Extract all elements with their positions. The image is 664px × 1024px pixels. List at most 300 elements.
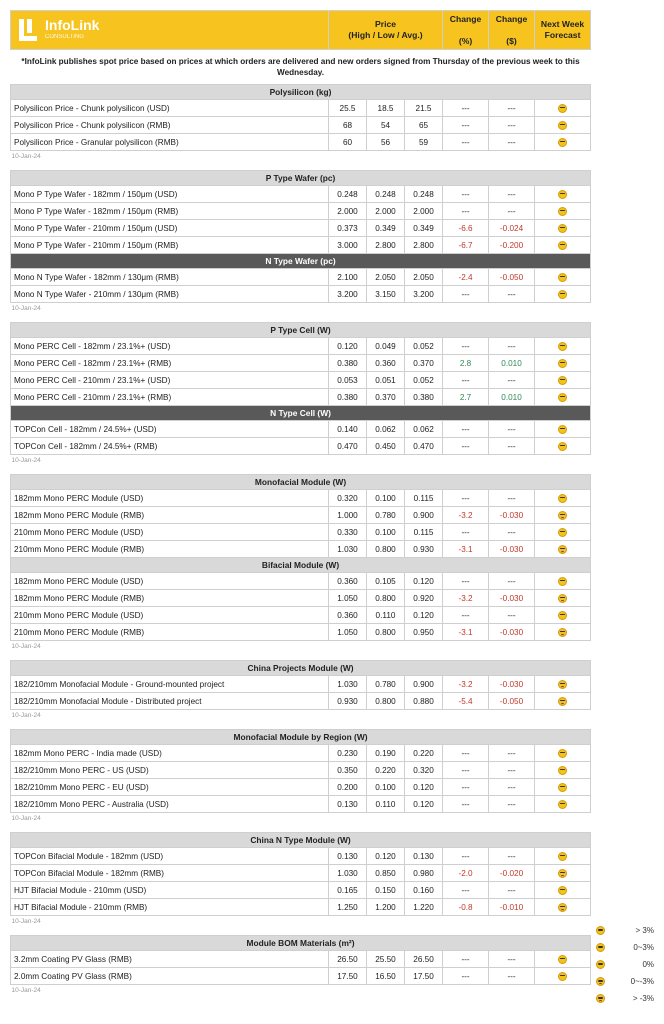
price-high: 1.030 [329, 676, 367, 693]
forecast-cell [535, 607, 591, 624]
change-pct: -0.8 [443, 899, 489, 916]
section-spacer [11, 162, 591, 171]
forecast-column-header: Next Week Forecast [535, 11, 591, 50]
change-pct: --- [443, 134, 489, 151]
change-pct: -3.2 [443, 676, 489, 693]
forecast-cell [535, 796, 591, 813]
legend-item [596, 922, 660, 939]
neutral-face-icon [558, 376, 567, 385]
price-low: 0.100 [367, 779, 405, 796]
section-header-row [11, 254, 591, 269]
neutral-face-icon [558, 425, 567, 434]
forecast-cell [535, 507, 591, 524]
change-usd: --- [489, 524, 535, 541]
price-high: 0.130 [329, 848, 367, 865]
change-usd: --- [489, 882, 535, 899]
product-label: TOPCon Cell - 182mm / 24.5%+ (USD) [11, 421, 329, 438]
price-high: 2.100 [329, 269, 367, 286]
price-low: 16.50 [367, 968, 405, 985]
change-usd: --- [489, 134, 535, 151]
change-pct: 2.7 [443, 389, 489, 406]
section-header-row [11, 558, 591, 573]
price-avg: 1.220 [405, 899, 443, 916]
price-avg: 0.220 [405, 745, 443, 762]
neutral-face-icon [558, 393, 567, 402]
change-usd: -0.030 [489, 507, 535, 524]
neutral-face-icon [558, 104, 567, 113]
forecast-cell [535, 186, 591, 203]
price-avg: 0.115 [405, 490, 443, 507]
neutral-face-icon [558, 359, 567, 368]
sad-face-icon [558, 511, 567, 520]
table-row [11, 490, 591, 507]
change-usd: --- [489, 573, 535, 590]
legend-item [596, 956, 660, 973]
change-usd: --- [489, 186, 535, 203]
change-usd: --- [489, 607, 535, 624]
change-usd: --- [489, 779, 535, 796]
section-title: China N Type Module (W) [11, 833, 591, 848]
price-avg: 0.062 [405, 421, 443, 438]
neutral-face-icon [558, 273, 567, 282]
table-row [11, 438, 591, 455]
section-spacer [11, 721, 591, 730]
price-high: 3.200 [329, 286, 367, 303]
change-pct-column-header: Change (%) [443, 11, 489, 50]
change-usd: -0.050 [489, 693, 535, 710]
table-row [11, 524, 591, 541]
price-low: 0.780 [367, 507, 405, 524]
price-avg: 65 [405, 117, 443, 134]
table-row [11, 693, 591, 710]
price-avg: 59 [405, 134, 443, 151]
table-row [11, 865, 591, 882]
product-label: TOPCon Cell - 182mm / 24.5%+ (RMB) [11, 438, 329, 455]
product-label: HJT Bifacial Module - 210mm (RMB) [11, 899, 329, 916]
change-usd: --- [489, 745, 535, 762]
change-pct: --- [443, 745, 489, 762]
disclaimer-text: *InfoLink publishes spot price based on prices at which orders are delivered and new orders signed from Thursday of the previous week to this Wednesday. [11, 50, 591, 85]
product-label: 182/210mm Mono PERC - Australia (USD) [11, 796, 329, 813]
legend-label: 0% [642, 960, 654, 969]
price-low: 0.800 [367, 541, 405, 558]
change-usd: -0.200 [489, 237, 535, 254]
product-label: 182mm Mono PERC Module (USD) [11, 490, 329, 507]
forecast-cell [535, 220, 591, 237]
change-pct: --- [443, 848, 489, 865]
forecast-cell [535, 421, 591, 438]
product-label: 182mm Mono PERC Module (USD) [11, 573, 329, 590]
price-high: 0.230 [329, 745, 367, 762]
price-high: 1.050 [329, 624, 367, 641]
change-usd: --- [489, 762, 535, 779]
product-label: 182mm Mono PERC Module (RMB) [11, 507, 329, 524]
date-row [11, 710, 591, 722]
sad-face-icon [558, 680, 567, 689]
section-title: N Type Cell (W) [11, 406, 591, 421]
price-avg: 2.000 [405, 203, 443, 220]
price-avg: 0.120 [405, 796, 443, 813]
table-row [11, 607, 591, 624]
infolink-logo-icon [17, 17, 39, 43]
price-low: 0.110 [367, 796, 405, 813]
product-label: Polysilicon Price - Chunk polysilicon (RMB) [11, 117, 329, 134]
forecast-cell [535, 865, 591, 882]
forecast-cell [535, 438, 591, 455]
forecast-legend [596, 922, 660, 1007]
price-low: 0.150 [367, 882, 405, 899]
product-label: 210mm Mono PERC Module (USD) [11, 607, 329, 624]
forecast-cell [535, 848, 591, 865]
table-row [11, 186, 591, 203]
product-label: Mono PERC Cell - 210mm / 23.1%+ (RMB) [11, 389, 329, 406]
forecast-cell [535, 882, 591, 899]
forecast-cell [535, 269, 591, 286]
legend-label: > -3% [632, 994, 654, 1003]
spacer-cell [11, 927, 591, 936]
price-column-header: Price (High / Low / Avg.) [329, 11, 443, 50]
price-high: 68 [329, 117, 367, 134]
product-label: 3.2mm Coating PV Glass (RMB) [11, 951, 329, 968]
product-label: Mono N Type Wafer - 182mm / 130μm (RMB) [11, 269, 329, 286]
sad-face-icon [558, 869, 567, 878]
change-usd: -0.024 [489, 220, 535, 237]
forecast-cell [535, 372, 591, 389]
price-avg: 0.930 [405, 541, 443, 558]
change-usd: 0.010 [489, 389, 535, 406]
price-low: 0.360 [367, 355, 405, 372]
section-title: P Type Cell (W) [11, 323, 591, 338]
price-high: 0.130 [329, 796, 367, 813]
price-avg: 0.052 [405, 372, 443, 389]
table-row [11, 882, 591, 899]
change-pct: --- [443, 421, 489, 438]
product-label: Polysilicon Price - Chunk polysilicon (USD) [11, 100, 329, 117]
table-row [11, 590, 591, 607]
disclaimer-row [11, 50, 591, 85]
section-header-row [11, 833, 591, 848]
table-row [11, 117, 591, 134]
neutral-face-icon [558, 528, 567, 537]
date-row [11, 985, 591, 997]
section-title: P Type Wafer (pc) [11, 171, 591, 186]
date-stamp: 10-Jan-24 [11, 815, 41, 822]
spacer-cell [11, 162, 591, 171]
spacer-cell [11, 466, 591, 475]
change-usd: --- [489, 490, 535, 507]
price-avg: 17.50 [405, 968, 443, 985]
price-low: 0.370 [367, 389, 405, 406]
price-low: 0.100 [367, 524, 405, 541]
product-label: 2.0mm Coating PV Glass (RMB) [11, 968, 329, 985]
price-low: 0.800 [367, 590, 405, 607]
spacer-cell [11, 721, 591, 730]
sad-face-icon [558, 903, 567, 912]
price-avg: 0.120 [405, 573, 443, 590]
section-title: Bifacial Module (W) [11, 558, 591, 573]
price-high: 1.050 [329, 590, 367, 607]
section-spacer [11, 927, 591, 936]
section-header-row [11, 936, 591, 951]
price-avg: 0.052 [405, 338, 443, 355]
section-title: N Type Wafer (pc) [11, 254, 591, 269]
price-high: 0.373 [329, 220, 367, 237]
table-row [11, 372, 591, 389]
price-avg: 0.920 [405, 590, 443, 607]
table-row [11, 762, 591, 779]
date-stamp: 10-Jan-24 [11, 987, 41, 994]
price-low: 3.150 [367, 286, 405, 303]
price-low: 0.349 [367, 220, 405, 237]
neutral-face-icon [558, 577, 567, 586]
table-row [11, 968, 591, 985]
price-high: 0.330 [329, 524, 367, 541]
product-label: 182/210mm Mono PERC - EU (USD) [11, 779, 329, 796]
section-title: China Projects Module (W) [11, 661, 591, 676]
forecast-cell [535, 590, 591, 607]
crying-face-icon [596, 994, 605, 1003]
change-usd: --- [489, 848, 535, 865]
table-row [11, 237, 591, 254]
brand-name: InfoLink [45, 16, 100, 33]
date-stamp: 10-Jan-24 [11, 153, 41, 160]
price-high: 26.50 [329, 951, 367, 968]
section-header-row [11, 661, 591, 676]
price-high: 0.360 [329, 573, 367, 590]
change-usd: --- [489, 203, 535, 220]
section-header-row [11, 171, 591, 186]
price-high: 0.470 [329, 438, 367, 455]
product-label: 182/210mm Monofacial Module - Ground-mounted project [11, 676, 329, 693]
price-low: 2.000 [367, 203, 405, 220]
table-row [11, 676, 591, 693]
change-usd: -0.030 [489, 590, 535, 607]
table-row [11, 338, 591, 355]
price-high: 0.930 [329, 693, 367, 710]
price-avg: 26.50 [405, 951, 443, 968]
price-avg: 2.050 [405, 269, 443, 286]
date-row [11, 641, 591, 653]
price-low: 25.50 [367, 951, 405, 968]
forecast-cell [535, 490, 591, 507]
price-high: 1.030 [329, 541, 367, 558]
date-stamp: 10-Jan-24 [11, 457, 41, 464]
change-usd: --- [489, 421, 535, 438]
price-high: 0.120 [329, 338, 367, 355]
change-usd: --- [489, 338, 535, 355]
change-pct: -2.4 [443, 269, 489, 286]
product-label: Mono PERC Cell - 210mm / 23.1%+ (USD) [11, 372, 329, 389]
price-avg: 21.5 [405, 100, 443, 117]
price-high: 1.030 [329, 865, 367, 882]
product-label: 182/210mm Monofacial Module - Distributed project [11, 693, 329, 710]
date-row [11, 151, 591, 163]
product-label: 182mm Mono PERC Module (RMB) [11, 590, 329, 607]
section-title: Monofacial Module (W) [11, 475, 591, 490]
spacer-cell [11, 314, 591, 323]
date-stamp: 10-Jan-24 [11, 643, 41, 650]
forecast-cell [535, 573, 591, 590]
product-label: 182/210mm Mono PERC - US (USD) [11, 762, 329, 779]
change-usd: --- [489, 372, 535, 389]
forecast-cell [535, 951, 591, 968]
price-avg: 0.880 [405, 693, 443, 710]
table-row [11, 286, 591, 303]
legend-item [596, 990, 660, 1007]
section-spacer [11, 466, 591, 475]
forecast-cell [535, 286, 591, 303]
change-pct: -3.2 [443, 507, 489, 524]
change-pct: -3.2 [443, 590, 489, 607]
change-usd: -0.030 [489, 624, 535, 641]
price-low: 0.105 [367, 573, 405, 590]
section-title: Module BOM Materials (m²) [11, 936, 591, 951]
change-pct: --- [443, 286, 489, 303]
section-header-row [11, 406, 591, 421]
legend-item [596, 973, 660, 990]
table-row [11, 389, 591, 406]
change-usd: -0.030 [489, 676, 535, 693]
section-header-row [11, 730, 591, 745]
price-table [10, 10, 591, 996]
neutral-face-icon [558, 207, 567, 216]
price-high: 0.053 [329, 372, 367, 389]
product-label: TOPCon Bifacial Module - 182mm (RMB) [11, 865, 329, 882]
price-low: 2.800 [367, 237, 405, 254]
change-usd: --- [489, 968, 535, 985]
forecast-cell [535, 355, 591, 372]
change-usd: -0.010 [489, 899, 535, 916]
price-low: 0.100 [367, 490, 405, 507]
price-high: 0.320 [329, 490, 367, 507]
table-row [11, 134, 591, 151]
forecast-cell [535, 524, 591, 541]
price-low: 0.049 [367, 338, 405, 355]
price-high: 0.140 [329, 421, 367, 438]
price-low: 0.450 [367, 438, 405, 455]
section-spacer [11, 314, 591, 323]
change-pct: -3.1 [443, 541, 489, 558]
table-row [11, 624, 591, 641]
forecast-cell [535, 541, 591, 558]
price-avg: 0.370 [405, 355, 443, 372]
price-avg: 0.980 [405, 865, 443, 882]
neutral-face-icon [558, 121, 567, 130]
neutral-face-icon [558, 241, 567, 250]
change-usd: 0.010 [489, 355, 535, 372]
smile-face-icon [596, 943, 605, 952]
product-label: 210mm Mono PERC Module (RMB) [11, 624, 329, 641]
forecast-cell [535, 745, 591, 762]
price-high: 0.380 [329, 389, 367, 406]
change-pct: --- [443, 338, 489, 355]
price-avg: 0.115 [405, 524, 443, 541]
table-row [11, 899, 591, 916]
price-avg: 0.160 [405, 882, 443, 899]
change-usd: --- [489, 438, 535, 455]
neutral-face-icon [596, 960, 605, 969]
neutral-face-icon [558, 749, 567, 758]
product-label: 210mm Mono PERC Module (RMB) [11, 541, 329, 558]
date-row [11, 813, 591, 825]
price-avg: 3.200 [405, 286, 443, 303]
product-label: Mono PERC Cell - 182mm / 23.1%+ (RMB) [11, 355, 329, 372]
forecast-cell [535, 676, 591, 693]
change-pct: --- [443, 796, 489, 813]
neutral-face-icon [558, 972, 567, 981]
change-pct: --- [443, 573, 489, 590]
product-label: 210mm Mono PERC Module (USD) [11, 524, 329, 541]
price-low: 18.5 [367, 100, 405, 117]
price-avg: 0.248 [405, 186, 443, 203]
change-pct: --- [443, 524, 489, 541]
change-usd: --- [489, 796, 535, 813]
section-header-row [11, 323, 591, 338]
change-pct: -5.4 [443, 693, 489, 710]
section-spacer [11, 652, 591, 661]
table-row [11, 573, 591, 590]
table-row [11, 220, 591, 237]
price-low: 0.248 [367, 186, 405, 203]
forecast-cell [535, 100, 591, 117]
product-label: Mono P Type Wafer - 182mm / 150μm (USD) [11, 186, 329, 203]
price-low: 0.062 [367, 421, 405, 438]
change-usd: --- [489, 286, 535, 303]
change-usd: -0.030 [489, 541, 535, 558]
change-usd: -0.020 [489, 865, 535, 882]
table-row [11, 541, 591, 558]
change-pct: --- [443, 100, 489, 117]
neutral-face-icon [558, 783, 567, 792]
section-header-row [11, 85, 591, 100]
price-avg: 0.470 [405, 438, 443, 455]
price-high: 17.50 [329, 968, 367, 985]
legend-label: > 3% [635, 926, 654, 935]
price-low: 0.190 [367, 745, 405, 762]
price-avg: 0.900 [405, 676, 443, 693]
product-label: Mono N Type Wafer - 210mm / 130μm (RMB) [11, 286, 329, 303]
forecast-cell [535, 389, 591, 406]
price-high: 0.360 [329, 607, 367, 624]
price-high: 1.000 [329, 507, 367, 524]
forecast-cell [535, 237, 591, 254]
table-row [11, 355, 591, 372]
table-row [11, 507, 591, 524]
change-pct: --- [443, 882, 489, 899]
price-low: 0.051 [367, 372, 405, 389]
price-avg: 0.349 [405, 220, 443, 237]
product-label: Mono P Type Wafer - 182mm / 150μm (RMB) [11, 203, 329, 220]
neutral-face-icon [558, 138, 567, 147]
date-row [11, 303, 591, 315]
price-avg: 0.900 [405, 507, 443, 524]
legend-label: 0~-3% [630, 977, 654, 986]
price-high: 0.350 [329, 762, 367, 779]
product-label: Mono P Type Wafer - 210mm / 150μm (RMB) [11, 237, 329, 254]
date-row [11, 455, 591, 467]
change-pct: --- [443, 607, 489, 624]
neutral-face-icon [558, 290, 567, 299]
neutral-face-icon [558, 442, 567, 451]
table-row [11, 848, 591, 865]
price-high: 0.248 [329, 186, 367, 203]
change-pct: --- [443, 438, 489, 455]
change-pct: -6.6 [443, 220, 489, 237]
forecast-cell [535, 624, 591, 641]
price-avg: 0.320 [405, 762, 443, 779]
date-stamp: 10-Jan-24 [11, 305, 41, 312]
neutral-face-icon [558, 766, 567, 775]
